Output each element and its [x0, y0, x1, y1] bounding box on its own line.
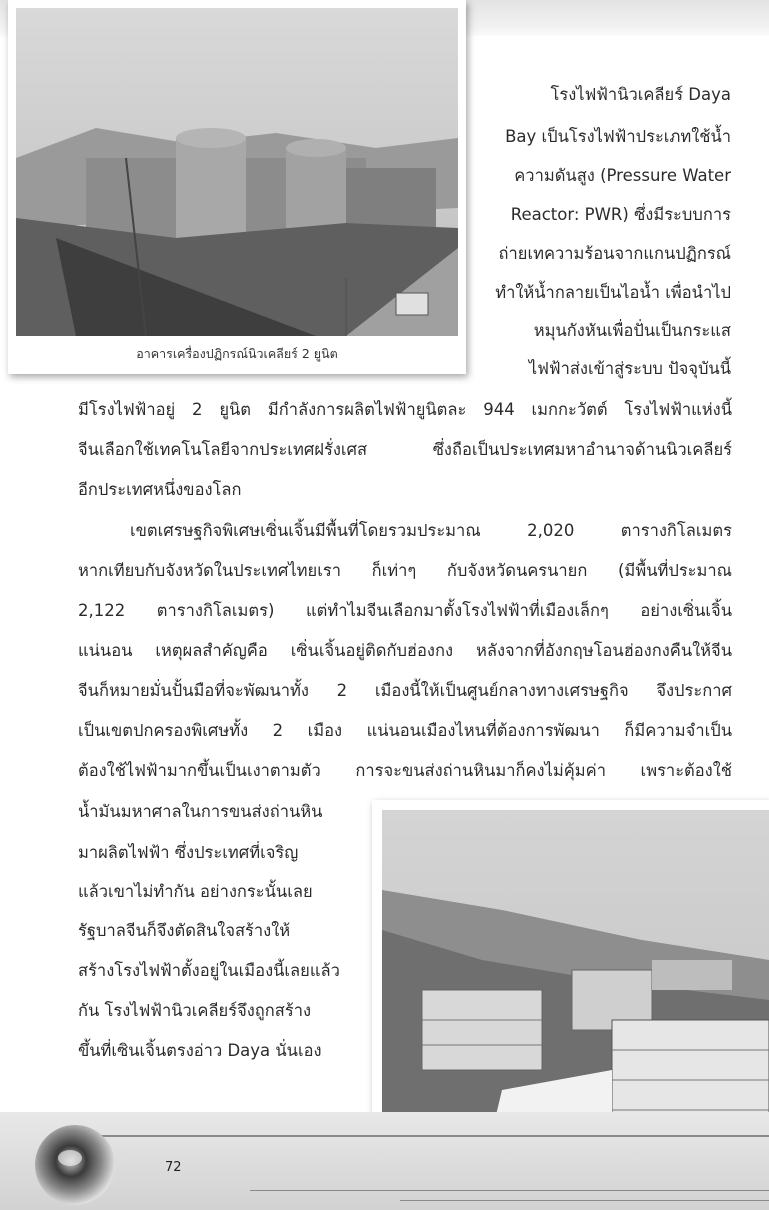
body-line: เขตเศรษฐกิจพิเศษเซิ่นเจิ้นมีพื้นที่โดยรวมประมาณ 2,020 ตารางกิโลเมตร	[130, 521, 732, 540]
lens-orb-icon	[30, 1120, 130, 1210]
city-buildings-image	[382, 810, 769, 1132]
left-line: มาผลิตไฟฟ้า ซึ่งประเทศที่เจริญ	[78, 843, 299, 862]
intro-line: Reactor: PWR) ซึ่งมีระบบการ	[510, 205, 731, 224]
intro-line: ความดันสูง (Pressure Water	[514, 166, 731, 185]
footer-rule	[400, 1200, 769, 1201]
body-line: หากเทียบกับจังหวัดในประเทศไทยเรา ก็เท่าๆ กับจังหวัดนครนายก (มีพื้นที่ประมาณ	[78, 561, 732, 580]
left-line: กัน โรงไฟฟ้านิวเคลียร์จึงถูกสร้าง	[78, 1001, 312, 1020]
reactor-building-photo	[8, 0, 466, 374]
body-line: มีโรงไฟฟ้าอยู่ 2 ยูนิต มีกำลังการผลิตไฟฟ้ายูนิตละ 944 เมกกะวัตต์ โรงไฟฟ้าแห่งนี้	[78, 400, 732, 419]
page-number: 72	[165, 1160, 182, 1175]
intro-line: หมุนกังหันเพื่อปั่นเป็นกระแส	[533, 321, 731, 340]
body-line: แน่นอน เหตุผลสำคัญคือ เซิ่นเจิ้นอยู่ติดกับฮ่องกง หลังจากที่อังกฤษโอนฮ่องกงคืนให้จีน	[78, 641, 732, 660]
body-line: ต้องใช้ไฟฟ้ามากขึ้นเป็นเงาตามตัว การจะขนส่งถ่านหินมาก็คงไม่คุ้มค่า เพราะต้องใช้	[78, 761, 732, 780]
intro-line: Bay เป็นโรงไฟฟ้าประเภทใช้น้ำ	[505, 127, 731, 146]
body-line: จีนเลือกใช้เทคโนโลยีจากประเทศฝรั่งเศส ซึ่งถือเป็นประเทศมหาอำนาจด้านนิวเคลียร์	[78, 440, 732, 459]
left-line: น้ำมันมหาศาลในการขนส่งถ่านหิน	[78, 802, 323, 821]
left-line: ขึ้นที่เซินเจิ้นตรงอ่าว Daya นั่นเอง	[78, 1041, 322, 1060]
body-line: อีกประเทศหนึ่งของโลก	[78, 480, 242, 499]
reactor-buildings-image	[16, 8, 458, 336]
city-buildings-photo	[372, 800, 769, 1132]
intro-line: ทำให้น้ำกลายเป็นไอน้ำ เพื่อนำไป	[495, 283, 731, 302]
intro-line: ไฟฟ้าส่งเข้าสู่ระบบ ปัจจุบันนี้	[528, 359, 731, 378]
body-line: 2,122 ตารางกิโลเมตร) แต่ทำไมจีนเลือกมาตั้งโรงไฟฟ้าที่เมืองเล็กๆ อย่างเซิ่นเจิ้น	[78, 601, 732, 620]
photo-caption: อาคารเครื่องปฏิกรณ์นิวเคลียร์ 2 ยูนิต	[136, 346, 338, 361]
intro-line: ถ่ายเทความร้อนจากแกนปฏิกรณ์	[498, 244, 731, 263]
left-line: แล้วเขาไม่ทำกัน อย่างกระนั้นเลย	[78, 882, 313, 901]
body-line: จีนก็หมายมั่นปั้นมือที่จะพัฒนาทั้ง 2 เมืองนี้ให้เป็นศูนย์กลางทางเศรษฐกิจ จึงประกาศ	[78, 681, 732, 700]
footer-rule	[250, 1190, 769, 1191]
body-line: เป็นเขตปกครองพิเศษทั้ง 2 เมือง แน่นอนเมืองไหนที่ต้องการพัฒนา ก็มีความจำเป็น	[78, 721, 732, 740]
left-line: สร้างโรงไฟฟ้าตั้งอยู่ในเมืองนี้เลยแล้ว	[78, 961, 340, 980]
left-line: รัฐบาลจีนก็จึงตัดสินใจสร้างให้	[78, 921, 291, 940]
footer-rule	[90, 1135, 769, 1137]
intro-line: โรงไฟฟ้านิวเคลียร์ Daya	[550, 85, 731, 104]
